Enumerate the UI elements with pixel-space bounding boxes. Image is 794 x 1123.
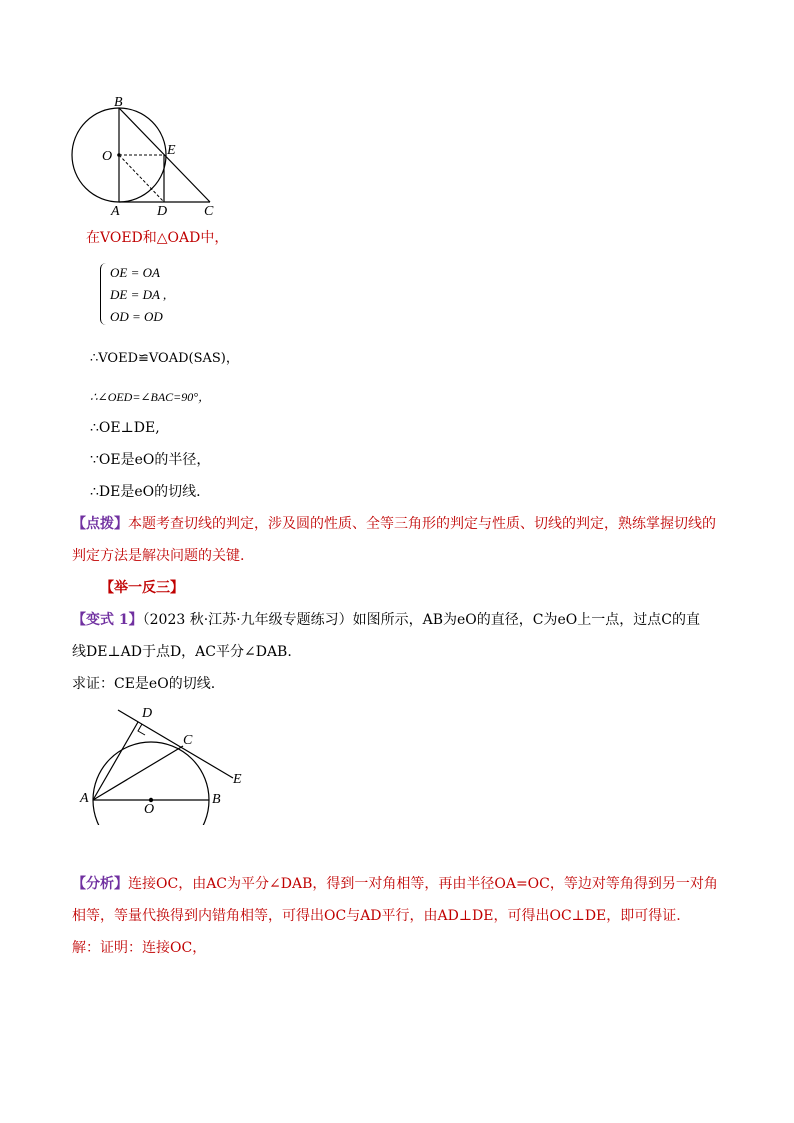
comment-text-2: 判定方法是解决问题的关键. <box>72 548 245 564</box>
proof-line-5: ∴DE是eO的切线. <box>90 484 201 500</box>
figure-1-dashed-od <box>119 155 164 202</box>
analysis-block <box>72 874 722 894</box>
proof-intro: 在VOED和△OAD中， <box>86 230 229 246</box>
section-title: 【举一反三】 <box>100 580 184 596</box>
system-eq-3: OD = OD <box>110 309 163 324</box>
label2-o: O <box>144 802 155 817</box>
comment-text-1: 本题考查切线的判定，涉及圆的性质、全等三角形的判定与性质、切线的判定，熟练掌握切线的 <box>128 516 716 532</box>
proof-line-1: ∴VOED≌VOAD(SAS)， <box>90 351 239 366</box>
solution-start: 解：证明：连接OC， <box>72 940 207 956</box>
figure-2-line-ad <box>93 722 138 800</box>
proof-line-3: ∴OE⊥DE, <box>90 420 160 436</box>
label2-e: E <box>233 772 242 787</box>
label-b: B <box>114 95 123 110</box>
figure-2-line-ac <box>93 746 183 800</box>
figure-2-circle-tangent <box>78 700 248 825</box>
comment-block <box>72 514 722 534</box>
analysis-text-1: 连接OC，由AC为平分∠DAB，得到一对角相等，再由半径OA=OC，等边对等角得到另一对角 <box>128 876 718 892</box>
label2-d: D <box>142 706 153 721</box>
system-eq-1: OE = OA <box>110 265 160 280</box>
analysis-tag: 【分析】 <box>72 876 128 892</box>
variant-line-2: 线DE⊥AD于点D，AC平分∠DAB. <box>72 644 292 660</box>
variant-line-1: （2023 秋·江苏·九年级专题练习）如图所示，AB为eO的直径，C为eO上一点，过点C的直 <box>142 612 700 628</box>
analysis-text-2: 相等，等量代换得到内错角相等，可得出OC与AD平行，由AD⊥DE，可得出OC⊥DE，即可得证. <box>72 908 681 924</box>
label-d: D <box>157 204 168 219</box>
comment-tag: 【点拨】 <box>72 516 128 532</box>
variant-line-3: 求证：CE是eO的切线. <box>72 676 216 692</box>
system-brace <box>100 263 109 325</box>
label-e: E <box>167 143 176 158</box>
label2-b: B <box>212 792 221 807</box>
proof-line-2: ∴∠OED=∠BAC=90°， <box>90 390 211 404</box>
label-a: A <box>111 204 120 219</box>
figure-1-center-dot <box>117 153 121 157</box>
variant-tag: 【变式 1】 <box>72 612 143 628</box>
proof-line-4: ∵OE是eO的半径， <box>90 452 211 468</box>
label-c: C <box>204 204 214 219</box>
label-o: O <box>102 149 113 164</box>
label2-a: A <box>80 791 89 806</box>
system-eq-2: DE = DA , <box>110 287 167 302</box>
label2-c: C <box>183 733 193 748</box>
variant-block <box>72 610 722 630</box>
